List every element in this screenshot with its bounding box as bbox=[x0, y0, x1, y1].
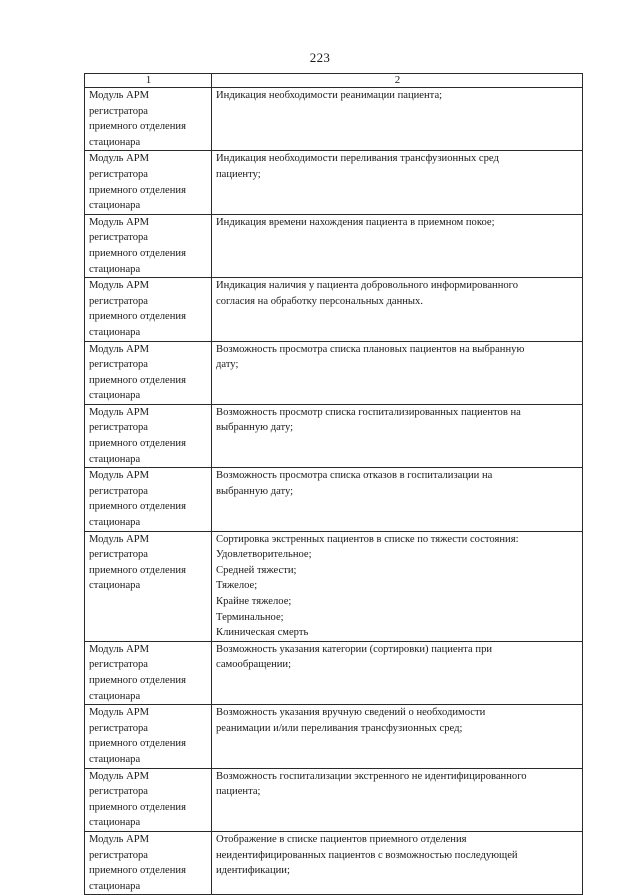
description-cell: Сортировка экстренных пациентов в списке по тяжести состояния: Удовлетворительное; Средней тяжести; Тяжелое; Крайне тяжелое; Терминальное; Клиническая смерть bbox=[212, 531, 583, 641]
table-header-row bbox=[85, 74, 583, 88]
module-cell: Модуль АРМ регистратора приемного отделения стационара bbox=[85, 768, 212, 831]
description-cell: Индикация необходимости переливания трансфузионных сред пациенту; bbox=[212, 151, 583, 214]
module-cell: Модуль АРМ регистратора приемного отделения стационара bbox=[85, 404, 212, 467]
module-cell: Модуль АРМ регистратора приемного отделения стационара bbox=[85, 531, 212, 641]
module-cell: Модуль АРМ регистратора приемного отделения стационара bbox=[85, 88, 212, 151]
requirements-table bbox=[84, 73, 583, 895]
table-row bbox=[85, 705, 583, 768]
table-row bbox=[85, 468, 583, 531]
table-row bbox=[85, 531, 583, 641]
module-cell: Модуль АРМ регистратора приемного отделения стационара bbox=[85, 341, 212, 404]
module-cell: Модуль АРМ регистратора приемного отделения стационара bbox=[85, 214, 212, 277]
table-row bbox=[85, 341, 583, 404]
table-row bbox=[85, 404, 583, 467]
description-cell: Возможность указания вручную сведений о необходимости реанимации и/или переливания трансфузионных сред; bbox=[212, 705, 583, 768]
module-cell: Модуль АРМ регистратора приемного отделения стационара bbox=[85, 705, 212, 768]
description-cell: Возможность указания категории (сортировки) пациента при самообращении; bbox=[212, 641, 583, 704]
description-cell: Отображение в списке пациентов приемного отделения неидентифицированных пациентов с возможностью последующей идентификации; bbox=[212, 831, 583, 894]
table-row bbox=[85, 214, 583, 277]
description-cell: Возможность госпитализации экстренного не идентифицированного пациента; bbox=[212, 768, 583, 831]
description-cell: Возможность просмотра списка отказов в госпитализации на выбранную дату; bbox=[212, 468, 583, 531]
table-row bbox=[85, 88, 583, 151]
module-cell: Модуль АРМ регистратора приемного отделения стационара bbox=[85, 831, 212, 894]
description-cell: Индикация необходимости реанимации пациента; bbox=[212, 88, 583, 151]
description-cell: Индикация наличия у пациента добровольного информированного согласия на обработку персональных данных. bbox=[212, 278, 583, 341]
table-row bbox=[85, 641, 583, 704]
description-cell: Возможность просмотра списка плановых пациентов на выбранную дату; bbox=[212, 341, 583, 404]
module-cell: Модуль АРМ регистратора приемного отделения стационара bbox=[85, 641, 212, 704]
description-cell: Возможность просмотр списка госпитализированных пациентов на выбранную дату; bbox=[212, 404, 583, 467]
table-row bbox=[85, 278, 583, 341]
column-header-1: 1 bbox=[85, 74, 212, 88]
module-cell: Модуль АРМ регистратора приемного отделения стационара bbox=[85, 468, 212, 531]
description-cell: Индикация времени нахождения пациента в приемном покое; bbox=[212, 214, 583, 277]
module-cell: Модуль АРМ регистратора приемного отделения стационара bbox=[85, 151, 212, 214]
table-row bbox=[85, 831, 583, 894]
table-row bbox=[85, 768, 583, 831]
module-cell: Модуль АРМ регистратора приемного отделения стационара bbox=[85, 278, 212, 341]
column-header-2: 2 bbox=[212, 74, 583, 88]
table-row bbox=[85, 151, 583, 214]
page-number: 223 bbox=[309, 50, 331, 65]
